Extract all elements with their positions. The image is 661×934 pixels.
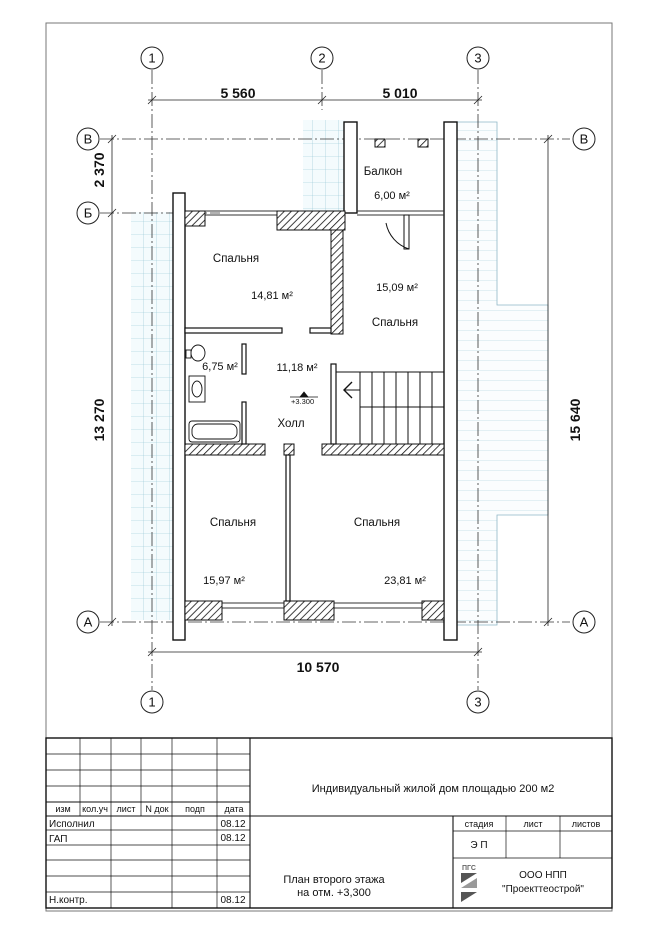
sheet-title-line1: План второго этажа (283, 874, 385, 886)
col-podp: подп (185, 804, 205, 814)
project-title: Индивидуальный жилой дом площадью 200 м2 (311, 783, 555, 795)
col-kol: кол.уч (82, 804, 108, 814)
axis-label-2-top: 2 (318, 50, 326, 66)
axis-label-3-bottom: 3 (474, 694, 482, 710)
company-logo (461, 865, 477, 902)
company-line2: "Проекттеострой" (502, 884, 584, 895)
bedroom-se-area: 23,81 м² (384, 575, 426, 587)
axis-label-b-left: Б (83, 205, 93, 221)
dim-top-left: 5 560 (220, 85, 256, 101)
role-gap: ГАП (49, 834, 68, 845)
bedroom-ne-label: Спальня (371, 317, 419, 329)
balcony-door (386, 215, 409, 249)
col-izm: изм (55, 804, 71, 814)
bedroom-se-label: Спальня (353, 517, 401, 529)
axis-label-a-left: А (83, 614, 93, 630)
dim-left-total: 13 270 (91, 398, 107, 442)
bathroom-fixtures (186, 345, 240, 442)
balcony-label: Балкон (363, 166, 403, 178)
sheet-title-line2: на отм. +3,300 (297, 887, 371, 899)
logo-text: ПГС (462, 865, 476, 872)
level-mark: +3.300 (291, 397, 315, 406)
bedroom-sw-label: Спальня (209, 517, 257, 529)
company-line1: ООО НПП (519, 870, 567, 881)
bath-area: 6,75 м² (202, 361, 238, 373)
date-normcontrol: 08.12 (220, 895, 246, 906)
dim-top-right: 5 010 (382, 85, 418, 101)
bedroom-ne-area: 15,09 м² (376, 282, 418, 294)
dim-left-upper: 2 370 (91, 152, 107, 188)
axis-label-1-top: 1 (148, 50, 156, 66)
col-list: лист (116, 804, 136, 814)
col-data: дата (224, 804, 244, 814)
date-executor: 08.12 (220, 819, 246, 830)
hall-label: Холл (277, 418, 305, 430)
role-executor: Исполнил (49, 819, 95, 830)
stage-value: Э П (470, 840, 488, 851)
axis-label-v-left: В (83, 131, 93, 147)
col-ndok: N док (145, 804, 169, 814)
roof-balcony (303, 120, 345, 213)
sheet-head: лист (523, 819, 543, 829)
stage-head: стадия (464, 819, 494, 829)
staircase (336, 372, 444, 444)
bedroom-nw-area: 14,81 м² (251, 290, 293, 302)
axis-label-v-right: В (579, 131, 589, 147)
roof-right (457, 122, 548, 625)
hall-area: 11,18 м² (276, 362, 318, 374)
axis-label-1-bottom: 1 (148, 694, 156, 710)
date-gap: 08.12 (220, 833, 246, 844)
dim-bottom-total: 10 570 (296, 659, 340, 675)
axis-label-3-top: 3 (474, 50, 482, 66)
balcony-area: 6,00 м² (374, 190, 410, 202)
axis-label-a-right: А (579, 614, 589, 630)
bedroom-sw-area: 15,97 м² (203, 575, 245, 587)
role-normcontrol: Н.контр. (49, 895, 88, 906)
bedroom-nw-label: Спальня (212, 253, 260, 265)
dim-right-total: 15 640 (567, 398, 583, 442)
sheets-head: листов (571, 819, 601, 829)
